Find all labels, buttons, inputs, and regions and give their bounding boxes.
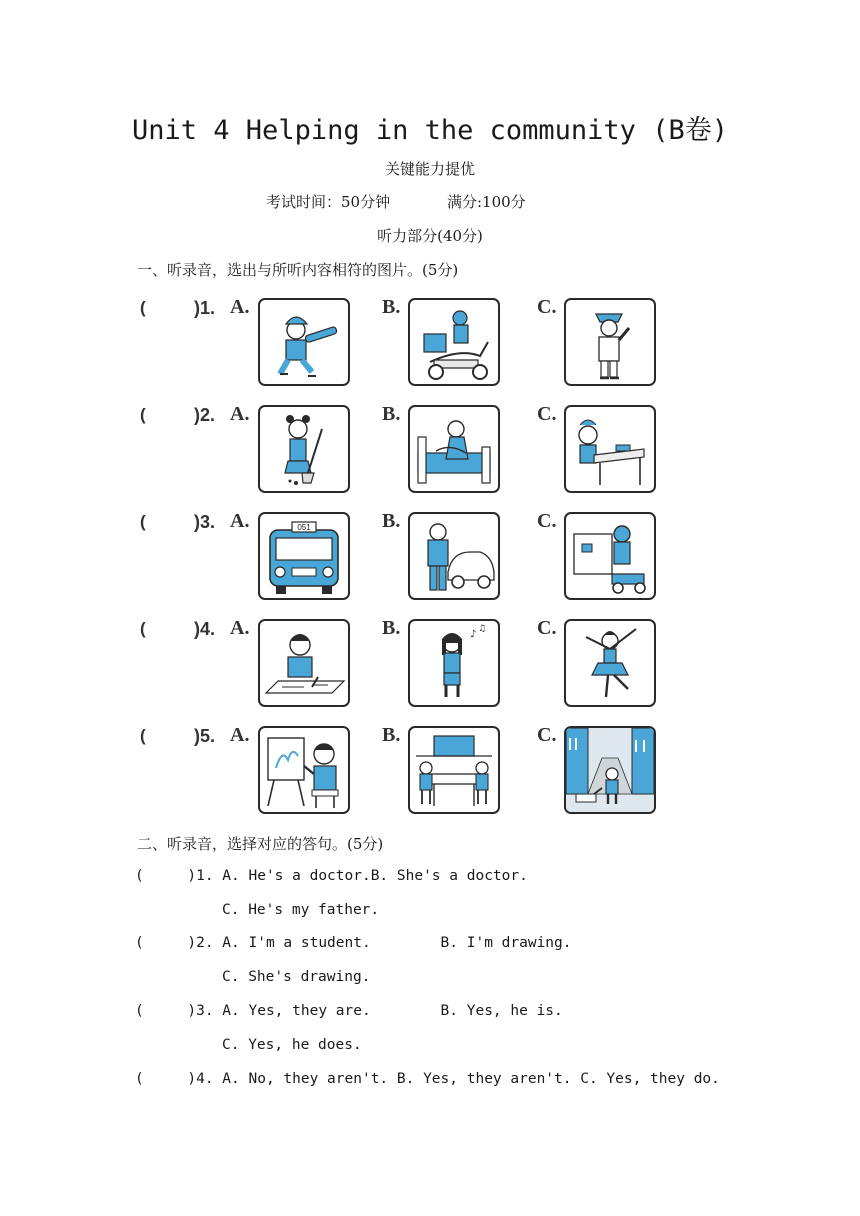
q5-option-b-picture <box>408 726 500 814</box>
svg-text:♫: ♫ <box>478 624 487 634</box>
q2-option-b-label: B. <box>382 403 401 425</box>
full-score: 满分:100分 <box>447 193 526 211</box>
q4-option-c-label: C. <box>537 617 557 639</box>
q3-option-b-label: B. <box>382 510 401 532</box>
family-dinner-icon <box>410 728 498 812</box>
q4-option-a-label: A. <box>230 617 250 639</box>
q3-option-a-label: A. <box>230 510 250 532</box>
girl-at-desk-icon <box>566 407 654 491</box>
girl-dancing-icon <box>566 621 654 705</box>
boy-painting-icon <box>260 728 348 812</box>
q5-number: )5. <box>194 726 216 746</box>
part2-q2-option-c: C. She's drawing. <box>222 969 371 985</box>
girl-making-bed-icon <box>410 407 498 491</box>
q5-option-b-label: B. <box>382 724 401 746</box>
q5-option-a-label: A. <box>230 724 250 746</box>
police-officer-icon <box>566 300 654 384</box>
bus-number-label: 051 <box>297 523 311 532</box>
q2-answer-bracket: ( <box>140 405 146 424</box>
q2-option-a-picture <box>258 405 350 493</box>
q5-answer-bracket: ( <box>140 726 146 745</box>
man-with-taxi-icon <box>410 514 498 598</box>
q3-option-c-label: C. <box>537 510 557 532</box>
part2-q1-option-c: C. He's my father. <box>222 902 380 918</box>
part2-q2-line: ( )2. A. I'm a student. B. I'm drawing. <box>135 935 572 951</box>
girl-singing-icon <box>410 621 498 705</box>
part2-q1-line: ( )1. A. He's a doctor.B. She's a doctor. <box>135 868 528 884</box>
q4-option-a-picture <box>258 619 350 707</box>
q2-option-c-label: C. <box>537 403 557 425</box>
q5-option-a-picture <box>258 726 350 814</box>
q1-option-c-label: C. <box>537 296 557 318</box>
q4-answer-bracket: ( <box>140 619 146 638</box>
q4-option-b-picture <box>408 619 500 707</box>
q4-option-b-label: B. <box>382 617 401 639</box>
q1-number: )1. <box>194 298 216 318</box>
q4-option-c-picture <box>564 619 656 707</box>
q5-option-c-picture <box>564 726 656 814</box>
part2-heading: 二、听录音，选择对应的答句。(5分) <box>137 835 384 853</box>
q1-option-a-picture <box>258 298 350 386</box>
q1-answer-bracket: ( <box>140 298 146 317</box>
q1-option-c-picture <box>564 298 656 386</box>
delivery-scooter-icon <box>410 300 498 384</box>
q1-option-a-label: A. <box>230 296 250 318</box>
delivery-man-icon <box>566 514 654 598</box>
part2-q3-line: ( )3. A. Yes, they are. B. Yes, he is. <box>135 1003 563 1019</box>
q2-option-c-picture <box>564 405 656 493</box>
q1-option-b-picture <box>408 298 500 386</box>
q1-option-b-label: B. <box>382 296 401 318</box>
bus-icon <box>260 514 348 598</box>
listening-section-title: 听力部分(40分) <box>377 227 483 245</box>
q2-number: )2. <box>194 405 216 425</box>
q3-option-b-picture <box>408 512 500 600</box>
q4-number: )4. <box>194 619 216 639</box>
part1-heading: 一、听录音，选出与所听内容相符的图片。(5分) <box>137 261 459 279</box>
q2-option-a-label: A. <box>230 403 250 425</box>
q3-number: )3. <box>194 512 216 532</box>
q3-option-c-picture <box>564 512 656 600</box>
page-title: Unit 4 Helping in the community (B卷) <box>132 115 728 146</box>
q3-answer-bracket: ( <box>140 512 146 531</box>
q5-option-c-label: C. <box>537 724 557 746</box>
q2-option-b-picture <box>408 405 500 493</box>
girl-writing-icon <box>260 621 348 705</box>
girl-sweeping-icon <box>260 407 348 491</box>
exam-time: 考试时间：50分钟 <box>266 193 391 211</box>
street-cleaner-icon <box>566 728 654 812</box>
firefighter-icon <box>260 300 348 384</box>
part2-q4-line: ( )4. A. No, they aren't. B. Yes, they aren't. C. Yes, they do. <box>135 1071 720 1087</box>
part2-q3-option-c: C. Yes, he does. <box>222 1037 362 1053</box>
page-subtitle: 关键能力提优 <box>384 160 475 178</box>
q3-option-a-picture <box>258 512 350 600</box>
svg-text:♪: ♪ <box>470 629 477 640</box>
